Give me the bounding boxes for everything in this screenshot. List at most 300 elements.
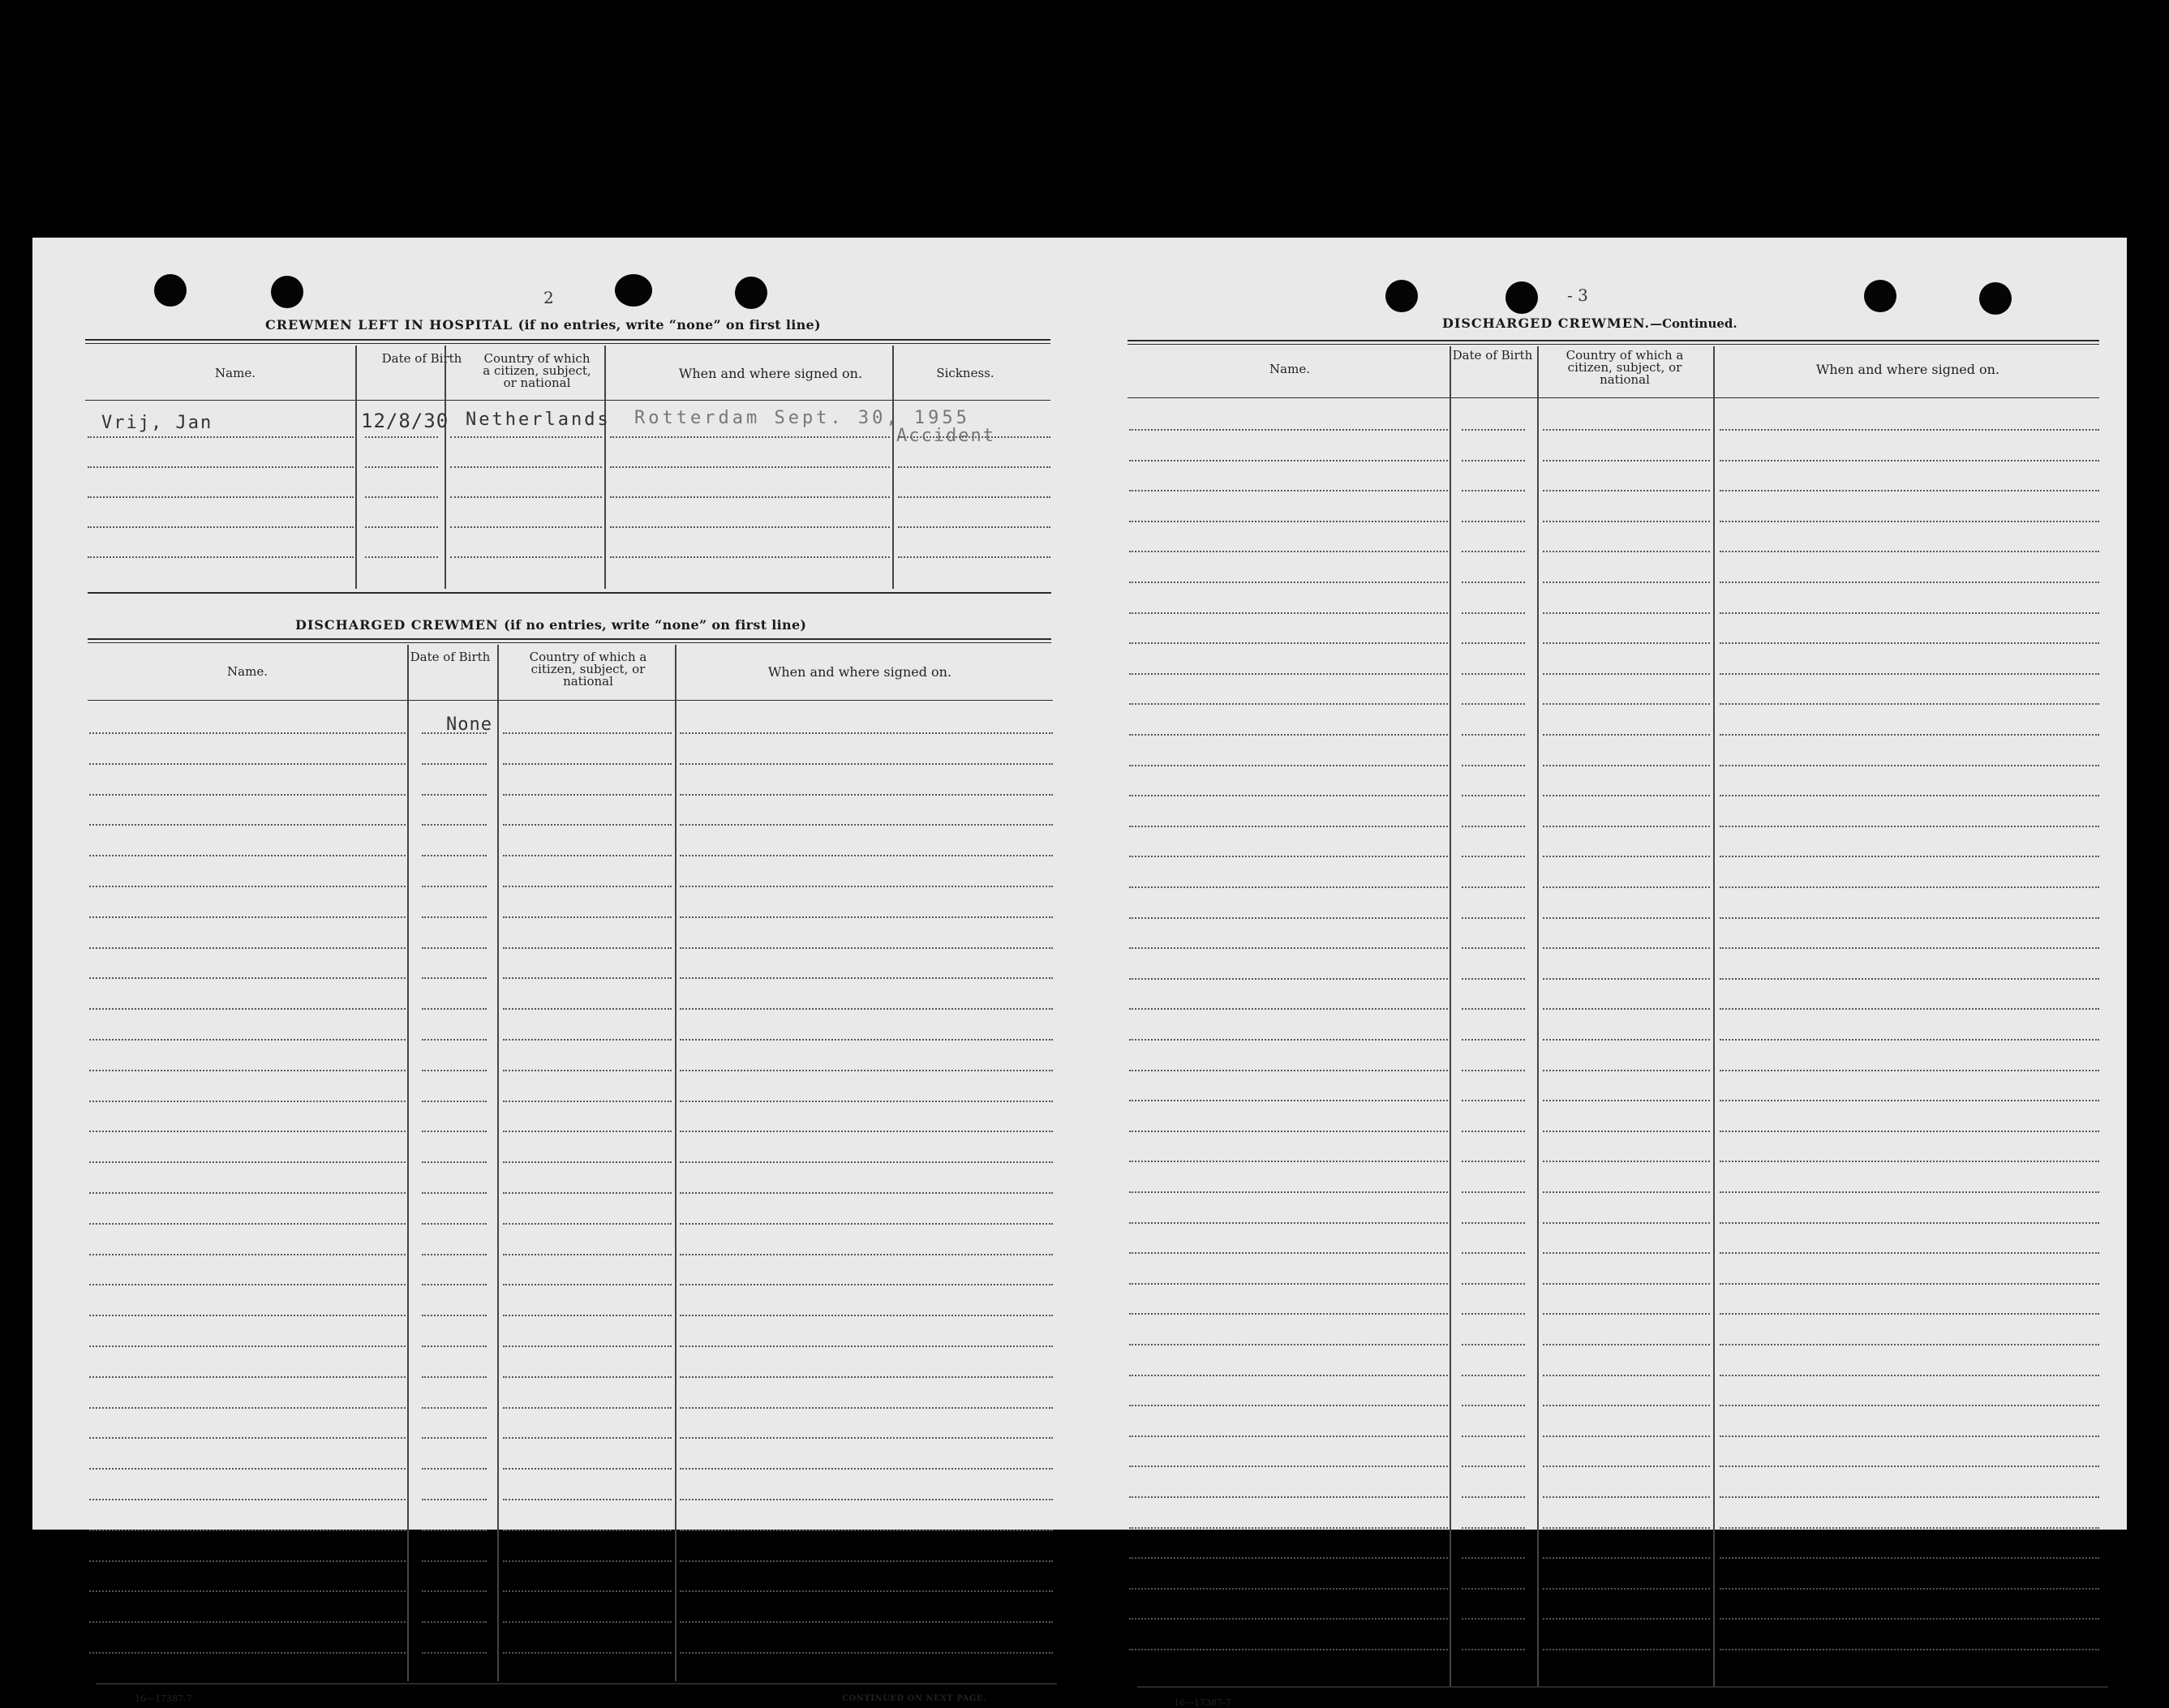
column-divider (604, 345, 606, 589)
ruled-line (88, 526, 354, 528)
ruled-line (1543, 1405, 1710, 1406)
punch-hole (154, 274, 187, 307)
header-name: Name. (215, 366, 256, 380)
ruled-line (422, 916, 487, 918)
ruled-line (503, 794, 672, 796)
ruled-line (1543, 612, 1710, 614)
crew-name: Vrij, Jan (101, 413, 213, 433)
ruled-line (680, 1254, 1053, 1255)
ruled-line (1720, 1222, 2099, 1224)
ruled-line (1720, 1131, 2099, 1132)
ruled-line (1543, 734, 1710, 736)
ruled-line (1543, 1100, 1710, 1101)
rule (85, 400, 1050, 401)
ruled-line (1543, 460, 1710, 461)
header-country: Country of which a citizen, subject, or national (529, 650, 647, 689)
ruled-line (503, 1223, 672, 1225)
ruled-line (1543, 551, 1710, 552)
ruled-line (422, 1254, 487, 1255)
ruled-line (1462, 1557, 1525, 1559)
ruled-line (1129, 1008, 1448, 1010)
ruled-line (1462, 1375, 1525, 1376)
ruled-line (1543, 1466, 1710, 1467)
ruled-line (89, 1590, 406, 1592)
ruled-line (1129, 1222, 1448, 1224)
ruled-line (503, 763, 672, 765)
ruled-line (680, 1621, 1053, 1623)
ruled-line (503, 855, 672, 856)
ruled-line (89, 1499, 406, 1500)
ruled-line (680, 916, 1053, 918)
header-signed-on: When and where signed on. (678, 366, 863, 381)
ruled-line (1129, 734, 1448, 736)
ruled-line (1462, 856, 1525, 857)
ruled-line (1543, 1131, 1710, 1132)
ruled-line (503, 824, 672, 826)
ruled-line (1129, 551, 1448, 552)
ruled-line (1720, 1405, 2099, 1406)
ruled-line (422, 1652, 487, 1654)
ruled-line (503, 1008, 672, 1010)
ruled-line (1129, 1344, 1448, 1345)
punch-hole (1979, 282, 2012, 315)
ruled-line (89, 1530, 406, 1531)
rule (88, 638, 1051, 640)
ruled-line (1129, 917, 1448, 919)
ruled-line (1462, 1161, 1525, 1162)
ruled-line (89, 1008, 406, 1010)
ruled-line (1462, 1070, 1525, 1071)
ruled-line (503, 1621, 672, 1623)
ruled-line (1543, 1161, 1710, 1162)
ruled-line (365, 496, 438, 498)
ruled-line (422, 1223, 487, 1225)
ruled-line (1543, 703, 1710, 705)
ruled-line (1462, 551, 1525, 552)
ruled-line (1462, 581, 1525, 583)
rule (96, 1683, 1057, 1684)
ruled-line (1720, 1527, 2099, 1529)
ruled-line (89, 916, 406, 918)
ruled-line (422, 1131, 487, 1132)
ruled-line (680, 1315, 1053, 1316)
ruled-line (1129, 1618, 1448, 1620)
ruled-line (1720, 795, 2099, 796)
discharged-continued-title (1442, 315, 1737, 331)
punch-hole (1385, 280, 1418, 312)
ruled-line (1462, 765, 1525, 766)
ruled-line (89, 947, 406, 949)
ruled-line (503, 916, 672, 918)
ruled-line (89, 1437, 406, 1439)
ruled-line (422, 1008, 487, 1010)
ruled-line (89, 1254, 406, 1255)
ruled-line (680, 1345, 1053, 1347)
ruled-line (1462, 673, 1525, 675)
ruled-line (898, 526, 1050, 528)
ruled-line (503, 1407, 672, 1409)
ruled-line (680, 1590, 1053, 1592)
ruled-line (89, 1131, 406, 1132)
ruled-line (1543, 521, 1710, 522)
ruled-line (1462, 1588, 1525, 1590)
ruled-line (88, 466, 354, 468)
ruled-line (1129, 886, 1448, 888)
ruled-line (89, 1315, 406, 1316)
ruled-line (1462, 703, 1525, 705)
ruled-line (680, 1407, 1053, 1409)
rule (85, 343, 1050, 344)
continued-label: —Continued. (1650, 316, 1737, 331)
ruled-line (1543, 1527, 1710, 1529)
rule (88, 592, 1051, 594)
page-number-right: - 3 (1567, 285, 1588, 305)
column-divider (355, 345, 357, 589)
form-code-left: 16—17387-7 (135, 1693, 192, 1704)
ruled-line (450, 556, 602, 558)
ruled-line (680, 1530, 1053, 1531)
ruled-line (680, 1161, 1053, 1163)
ruled-line (422, 824, 487, 826)
ruled-line (1129, 521, 1448, 522)
ruled-line (503, 1315, 672, 1316)
ruled-line (503, 1070, 672, 1071)
header-signed-on: When and where signed on. (1815, 362, 2000, 377)
ruled-line (503, 1254, 672, 1255)
crew-sickness: Accident (896, 426, 995, 446)
ruled-line (1543, 765, 1710, 766)
ruled-line (422, 794, 487, 796)
ruled-line (610, 436, 890, 438)
ruled-line (680, 1131, 1053, 1132)
ruled-line (680, 1284, 1053, 1285)
ruled-line (1462, 1466, 1525, 1467)
punch-hole (615, 274, 652, 307)
header-date-of-birth: Date of Birth (1452, 348, 1533, 363)
ruled-line (680, 732, 1053, 734)
ruled-line (422, 1407, 487, 1409)
ruled-line (1720, 460, 2099, 461)
ruled-line (1543, 947, 1710, 949)
ruled-line (1543, 1375, 1710, 1376)
ruled-line (422, 763, 487, 765)
ruled-line (503, 1345, 672, 1347)
ruled-line (680, 855, 1053, 856)
ruled-line (1129, 1252, 1448, 1254)
ruled-line (1720, 1039, 2099, 1041)
ruled-line (1129, 1100, 1448, 1101)
ruled-line (1720, 1557, 2099, 1559)
ruled-line (610, 556, 890, 558)
ruled-line (1462, 642, 1525, 644)
ruled-line (1720, 1252, 2099, 1254)
column-divider (1450, 346, 1451, 1686)
ruled-line (89, 1192, 406, 1194)
ruled-line (1129, 1649, 1448, 1650)
ruled-line (89, 732, 406, 734)
ruled-line (1462, 978, 1525, 980)
ruled-line (1543, 1313, 1710, 1315)
ruled-line (898, 556, 1050, 558)
ruled-line (1462, 1313, 1525, 1315)
ruled-line (1543, 1222, 1710, 1224)
ruled-line (1543, 1618, 1710, 1620)
ruled-line (89, 1161, 406, 1163)
ruled-line (503, 977, 672, 979)
ruled-line (365, 436, 438, 438)
ruled-line (610, 466, 890, 468)
ruled-line (1543, 856, 1710, 857)
ruled-line (89, 1468, 406, 1470)
ruled-line (503, 1101, 672, 1102)
ruled-line (1543, 1649, 1710, 1650)
ruled-line (1129, 460, 1448, 461)
ruled-line (1720, 978, 2099, 980)
discharged-none-entry: None (446, 715, 492, 735)
ruled-line (1462, 521, 1525, 522)
ruled-line (1720, 1008, 2099, 1010)
ruled-line (680, 763, 1053, 765)
ruled-line (1462, 1283, 1525, 1285)
ruled-line (1129, 1588, 1448, 1590)
ruled-line (1129, 947, 1448, 949)
ruled-line (610, 526, 890, 528)
ruled-line (450, 526, 602, 528)
ruled-line (1462, 1435, 1525, 1437)
ruled-line (1543, 642, 1710, 644)
ruled-line (89, 824, 406, 826)
column-divider (497, 645, 499, 1681)
ruled-line (1720, 1191, 2099, 1193)
ruled-line (898, 496, 1050, 498)
ruled-line (503, 1499, 672, 1500)
header-country: Country of which a citizen, subject, or national (1566, 348, 1684, 387)
ruled-line (1720, 1618, 2099, 1620)
ruled-line (1129, 1527, 1448, 1529)
ruled-line (1462, 1191, 1525, 1193)
ruled-line (898, 436, 1050, 438)
ruled-line (422, 1345, 487, 1347)
ruled-line (503, 886, 672, 887)
ruled-line (1462, 886, 1525, 888)
ruled-line (422, 1070, 487, 1071)
ruled-line (1543, 826, 1710, 827)
ruled-line (1462, 917, 1525, 919)
ruled-line (1720, 947, 2099, 949)
ruled-line (680, 1101, 1053, 1102)
ruled-line (89, 855, 406, 856)
ruled-line (1462, 1008, 1525, 1010)
ruled-line (1720, 826, 2099, 827)
ruled-line (1129, 1191, 1448, 1193)
ruled-line (680, 1437, 1053, 1439)
ruled-line (1129, 1405, 1448, 1406)
ruled-line (1129, 826, 1448, 827)
rule (1127, 344, 2099, 345)
ruled-line (422, 1039, 487, 1041)
ruled-line (1720, 673, 2099, 675)
ruled-line (422, 1376, 487, 1378)
ruled-line (1129, 1435, 1448, 1437)
ruled-line (1462, 1039, 1525, 1041)
ruled-line (1129, 1466, 1448, 1467)
ruled-line (680, 947, 1053, 949)
ruled-line (1462, 490, 1525, 491)
ruled-line (422, 977, 487, 979)
ruled-line (680, 824, 1053, 826)
continued-note: CONTINUED ON NEXT PAGE. (842, 1694, 987, 1703)
ruled-line (680, 1376, 1053, 1378)
ruled-line (503, 1437, 672, 1439)
ruled-line (1720, 1161, 2099, 1162)
ruled-line (365, 466, 438, 468)
punch-hole (1505, 281, 1538, 314)
ruled-line (450, 436, 602, 438)
ruled-line (1720, 429, 2099, 431)
ruled-line (422, 1315, 487, 1316)
ruled-line (422, 1192, 487, 1194)
ruled-line (422, 1530, 487, 1531)
ruled-line (1720, 703, 2099, 705)
ruled-line (1720, 642, 2099, 644)
ruled-line (1129, 1070, 1448, 1071)
ruled-line (422, 1161, 487, 1163)
column-divider (675, 645, 676, 1681)
ruled-line (1129, 1039, 1448, 1041)
ruled-line (1543, 1008, 1710, 1010)
ruled-line (1720, 1649, 2099, 1650)
ruled-line (1129, 1375, 1448, 1376)
ruled-line (1720, 521, 2099, 522)
ruled-line (1720, 917, 2099, 919)
ruled-line (1462, 826, 1525, 827)
ruled-line (1462, 612, 1525, 614)
ruled-line (1129, 490, 1448, 491)
ruled-line (1462, 1405, 1525, 1406)
ruled-line (422, 947, 487, 949)
ruled-line (1543, 1039, 1710, 1041)
ruled-line (89, 1621, 406, 1623)
ruled-line (1720, 1435, 2099, 1437)
ruled-line (88, 556, 354, 558)
hospital-title-text: CREWMEN LEFT IN HOSPITAL (265, 317, 513, 333)
rule (1127, 397, 2099, 398)
ruled-line (1543, 886, 1710, 888)
column-divider (1537, 346, 1539, 1686)
ruled-line (89, 1101, 406, 1102)
ruled-line (365, 526, 438, 528)
ruled-line (422, 1621, 487, 1623)
manifest-sheet (32, 238, 2127, 1708)
ruled-line (680, 1008, 1053, 1010)
ruled-line (680, 977, 1053, 979)
ruled-line (1543, 978, 1710, 980)
ruled-line (1129, 1496, 1448, 1498)
ruled-line (1129, 642, 1448, 644)
ruled-line (450, 466, 602, 468)
crew-country: Netherlands (466, 410, 611, 430)
ruled-line (422, 886, 487, 887)
ruled-line (503, 947, 672, 949)
ruled-line (1543, 1344, 1710, 1345)
ruled-line (1462, 1496, 1525, 1498)
discharged-title-note: (if no entries, write “none” on first line) (504, 617, 807, 633)
ruled-line (503, 1590, 672, 1592)
ruled-line (89, 1070, 406, 1071)
rule (1137, 1686, 2108, 1688)
ruled-line (1720, 1588, 2099, 1590)
ruled-line (503, 1039, 672, 1041)
ruled-line (365, 556, 438, 558)
discharged-section-title (295, 617, 806, 633)
ruled-line (89, 763, 406, 765)
ruled-line (1543, 1191, 1710, 1193)
ruled-line (88, 496, 354, 498)
ruled-line (1543, 917, 1710, 919)
ruled-line (1543, 1252, 1710, 1254)
ruled-line (680, 1070, 1053, 1071)
rule (1127, 340, 2099, 341)
ruled-line (1720, 1496, 2099, 1498)
ruled-line (680, 794, 1053, 796)
header-name: Name. (1269, 362, 1310, 376)
ruled-line (422, 1284, 487, 1285)
ruled-line (89, 1223, 406, 1225)
ruled-line (680, 1039, 1053, 1041)
ruled-line (1129, 1313, 1448, 1315)
ruled-line (1543, 795, 1710, 796)
ruled-line (1720, 1070, 2099, 1071)
crew-signed-on: Rotterdam Sept. 30, 1955 (634, 408, 970, 428)
rule (88, 700, 1053, 701)
ruled-line (1462, 1100, 1525, 1101)
ruled-line (1543, 1435, 1710, 1437)
ruled-line (422, 1590, 487, 1592)
ruled-line (503, 1468, 672, 1470)
ruled-line (680, 1223, 1053, 1225)
ruled-line (422, 732, 487, 734)
ruled-line (1462, 1252, 1525, 1254)
hospital-section-title (265, 317, 821, 333)
ruled-line (680, 1192, 1053, 1194)
ruled-line (1129, 795, 1448, 796)
ruled-line (1462, 1649, 1525, 1650)
ruled-line (1720, 551, 2099, 552)
ruled-line (89, 1376, 406, 1378)
ruled-line (503, 1652, 672, 1654)
header-date-of-birth: Date of Birth (410, 650, 491, 664)
ruled-line (1720, 490, 2099, 491)
ruled-line (1543, 429, 1710, 431)
ruled-line (1462, 1527, 1525, 1529)
hospital-title-note: (if no entries, write “none” on first line) (518, 317, 821, 333)
header-date-of-birth: Date of Birth (381, 351, 462, 366)
header-name: Name. (227, 664, 268, 679)
ruled-line (1720, 1466, 2099, 1467)
ruled-line (1129, 703, 1448, 705)
ruled-line (1129, 1161, 1448, 1162)
ruled-line (422, 1468, 487, 1470)
ruled-line (89, 1039, 406, 1041)
punch-hole (271, 276, 303, 308)
ruled-line (89, 886, 406, 887)
ruled-line (1462, 1618, 1525, 1620)
ruled-line (89, 1652, 406, 1654)
ruled-line (422, 1499, 487, 1500)
ruled-line (503, 1192, 672, 1194)
ruled-line (1720, 765, 2099, 766)
ruled-line (88, 436, 354, 438)
